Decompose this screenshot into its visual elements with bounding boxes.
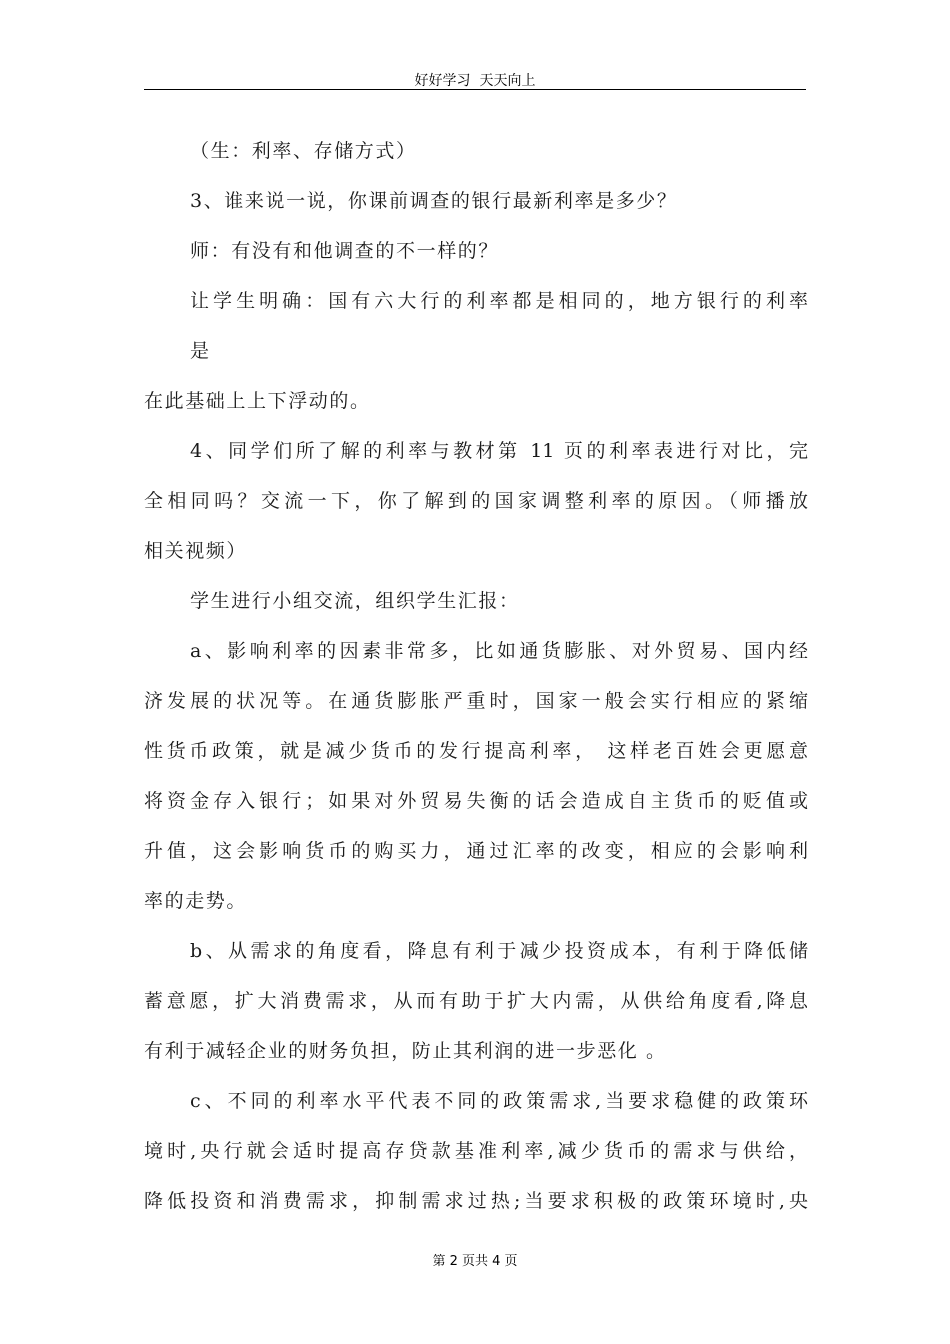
header-divider — [144, 89, 806, 90]
paragraph-line: 境时,央行就会适时提高存贷款基准利率,减少货币的需求与供给， — [144, 1140, 808, 1162]
page-number: 第 2 页共 4 页 — [432, 1254, 518, 1269]
paragraph-line: 4、同学们所了解的利率与教材第 11 页的利率表进行对比，完 — [190, 440, 808, 462]
paragraph-line: 在此基础上上下浮动的。 — [144, 390, 371, 412]
paragraph-line: 是 — [190, 340, 211, 362]
paragraph-line: 济发展的状况等。在通货膨胀严重时，国家一般会实行相应的紧缩 — [144, 690, 808, 712]
paragraph-line: 学生进行小组交流，组织学生汇报： — [190, 590, 520, 612]
paragraph-line: （生：利率、存储方式） — [190, 140, 417, 162]
paragraph-line: c、不同的利率水平代表不同的政策需求,当要求稳健的政策环 — [190, 1090, 808, 1112]
page-header-title: 好好学习 天天向上 — [414, 73, 536, 89]
paragraph-line: 让学生明确：国有六大行的利率都是相同的，地方银行的利率 — [190, 290, 808, 312]
paragraph-line: a、影响利率的因素非常多，比如通货膨胀、对外贸易、国内经 — [190, 640, 808, 662]
paragraph-line: 性货币政策，就是减少货币的发行提高利率， 这样老百姓会更愿意 — [144, 740, 808, 762]
paragraph-line: 有利于减轻企业的财务负担，防止其利润的进一步恶化 。 — [144, 1040, 667, 1062]
paragraph-line: 降低投资和消费需求，抑制需求过热;当要求积极的政策环境时,央 — [144, 1190, 808, 1212]
paragraph-line: 升值，这会影响货币的购买力，通过汇率的改变，相应的会影响利 — [144, 840, 808, 862]
paragraph-line: 率的走势。 — [144, 890, 248, 912]
paragraph-line: b、从需求的角度看，降息有利于减少投资成本，有利于降低储 — [190, 940, 808, 962]
paragraph-line: 全相同吗？交流一下，你了解到的国家调整利率的原因。（师播放 — [144, 490, 808, 512]
paragraph-line: 将资金存入银行；如果对外贸易失衡的话会造成自主货币的贬值或 — [144, 790, 808, 812]
paragraph-line: 3、谁来说一说，你课前调查的银行最新利率是多少？ — [190, 190, 678, 212]
paragraph-line: 蓄意愿，扩大消费需求，从而有助于扩大内需，从供给角度看,降息 — [144, 990, 808, 1012]
paragraph-line: 相关视频） — [144, 540, 248, 562]
paragraph-line: 师：有没有和他调查的不一样的？ — [190, 240, 500, 262]
